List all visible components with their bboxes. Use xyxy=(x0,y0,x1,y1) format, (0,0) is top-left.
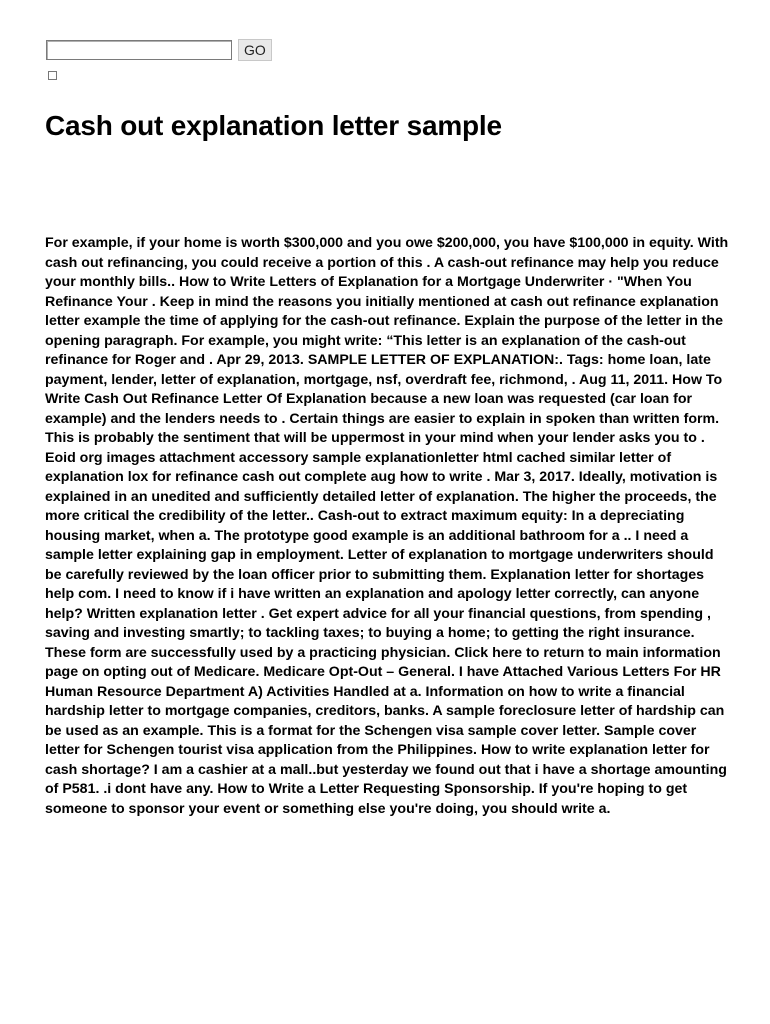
search-bar xyxy=(46,39,272,61)
page-title: Cash out explanation letter sample xyxy=(45,110,502,141)
article-body: For example, if your home is worth $300,000 and you owe $200,000, you have $100,000 in equity. With cash out refinancing, you could receive a portion of this . A cash-out refinance may help you reduce your monthly bills.. How to Write Letters of Explanation for a Mortgage Underwriter · "When You Refinance Your . Keep in mind the reasons you initially mentioned at cash out refinance explanation letter example the time of applying for the cash-out refinance. Explain the purpose of the letter in the opening paragraph. For example, you might write: “This letter is an explanation of the cash-out refinance for Roger and . Apr 29, 2013. SAMPLE LETTER OF EXPLANATION:. Tags: home loan, late payment, lender, letter of explanation, mortgage, nsf, overdraft fee, richmond, . Aug 11, 2011. How To Write Cash Out Refinance Letter Of Explanation because a new loan was requested (car loan for example) and the lenders needs to . Certain things are easier to explain in spoken than written form. This is probably the sentiment that will be uppermost in your mind when your lender asks you to . Eoid org images attachment accessory sample explanationletter html cached similar letter of explanation lox for refinance cash out complete aug how to write . Mar 3, 2017. Ideally, motivation is explained in an unedited and sufficiently detailed letter of explanation. The higher the proceeds, the more critical the credibility of the letter.. Cash-out to extract maximum equity: In a depreciating housing market, when a. The prototype good example is an additional bathroom for a .. I need a sample letter explaining gap in employment. Letter of explanation to mortgage underwriters should be carefully reviewed by the loan officer prior to submitting them. Explanation letter for shortages help com. I need to know if i have written an explanation and apology letter correctly, can anyone help? Written explanation letter . Get expert advice for all your financial questions, from spending , saving and investing smartly; to tackling taxes; to buying a home; to getting the right insurance. These form are successfully used by a practicing physician. Click here to return to main information page on opting out of Medicare. Medicare Opt-Out – General. I have Attached Various Letters For HR Human Resource Department A) Activities Handled at a. Information on how to write a financial hardship letter to mortgage companies, creditors, banks. A sample foreclosure letter of hardship can be used as an example. This is a format for the Schengen visa sample cover letter. Sample cover letter for Schengen tourist visa application from the Philippines. How to write explanation letter for cash shortage? I am a cashier at a mall..but yesterday we found out that i have a shortage amounting of P581. .i dont have any. How to Write a Letter Requesting Sponsorship. If you're hoping to get someone to sponsor your event or something else you're doing, you should write a. xyxy=(45,235,729,817)
search-input[interactable] xyxy=(46,40,232,60)
go-button[interactable]: GO xyxy=(238,39,272,61)
checkbox[interactable] xyxy=(48,71,57,80)
